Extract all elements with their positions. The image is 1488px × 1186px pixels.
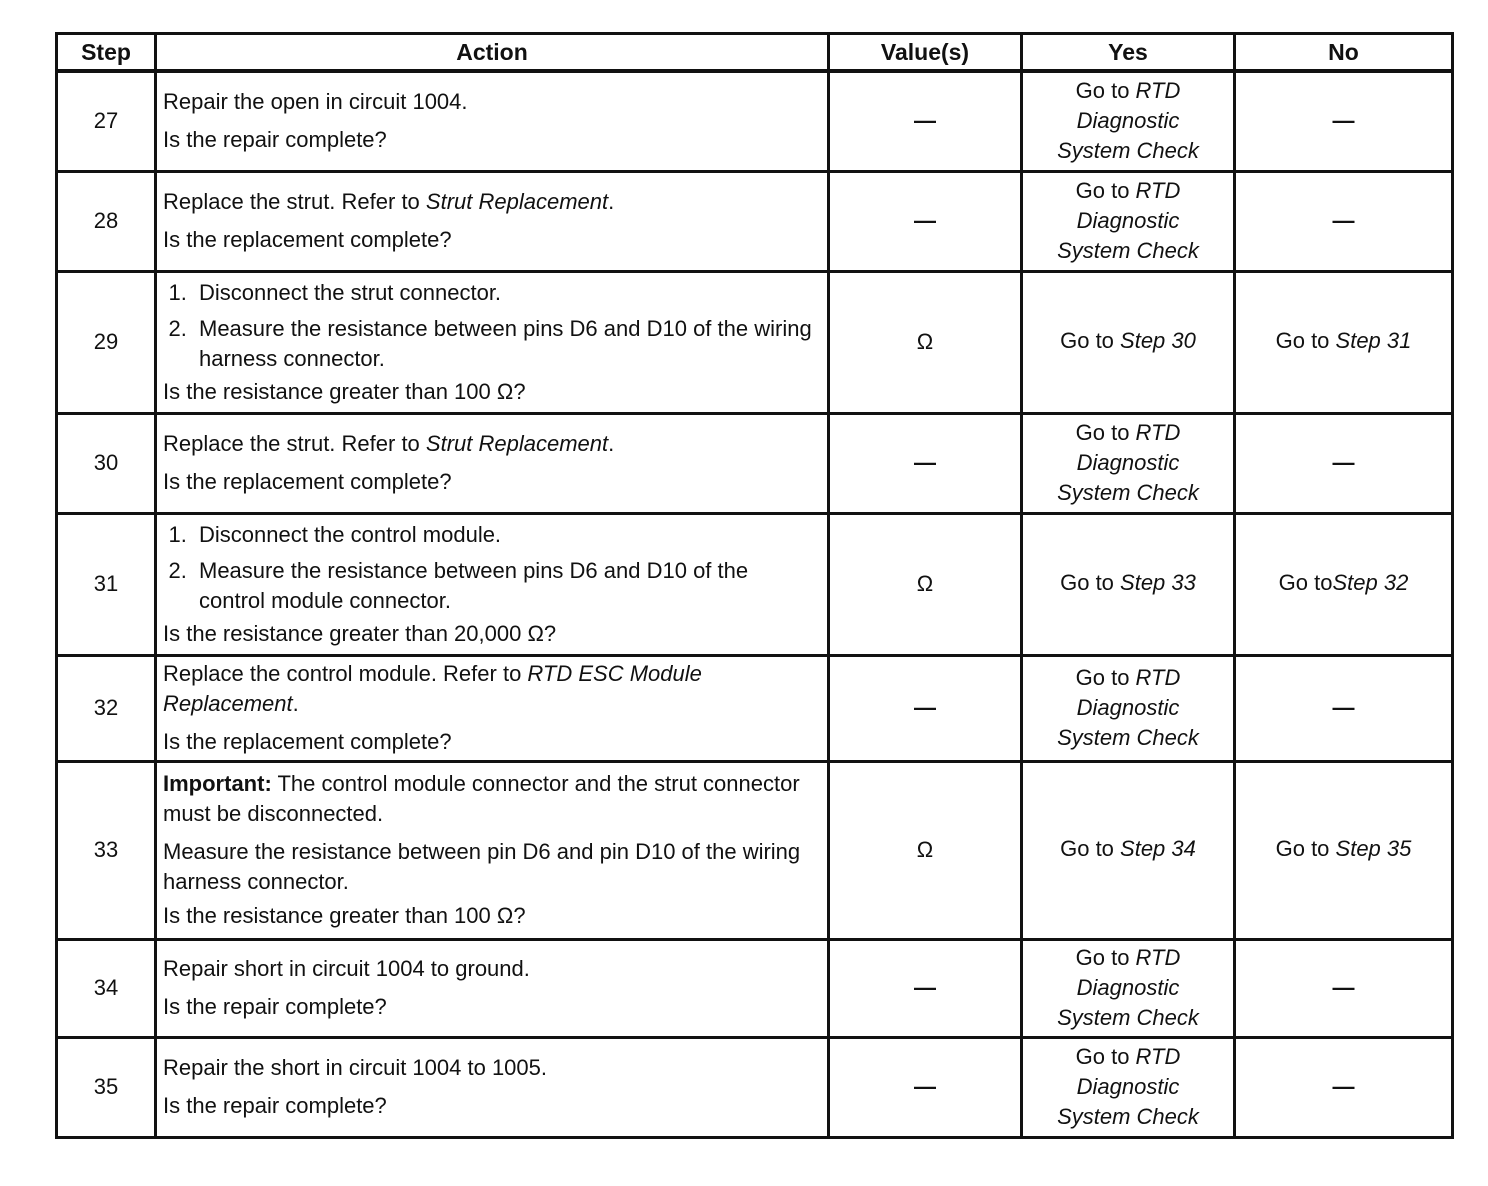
header-action: Action <box>156 34 829 72</box>
rtd-link[interactable]: System Check <box>1057 138 1199 164</box>
rtd-link[interactable]: RTD <box>1135 420 1181 445</box>
diagnostic-table <box>55 32 1454 1139</box>
no-cell <box>1235 513 1453 655</box>
rtd-link[interactable]: Diagnostic <box>1076 208 1180 233</box>
action-question: Is the repair complete? <box>163 1093 387 1118</box>
value-cell <box>829 171 1022 271</box>
action-text: Measure the resistance between pin D6 and pin D10 of the wiring harness connector. <box>163 839 801 894</box>
action-cell <box>156 761 829 939</box>
goto-text: Go to <box>1278 570 1333 595</box>
yes-cell <box>1022 939 1235 1037</box>
value-cell <box>829 939 1022 1037</box>
step-number: 33 <box>57 761 156 939</box>
rtd-link[interactable]: RTD <box>1135 1044 1181 1069</box>
rtd-link[interactable]: System Check <box>1057 725 1199 750</box>
step-number: 31 <box>57 513 156 655</box>
module-replacement-link[interactable]: RTD ESC Module Replacement <box>163 661 702 716</box>
yes-cell <box>1022 71 1235 171</box>
step-number: 29 <box>57 271 156 413</box>
no-dash: — <box>1332 208 1355 233</box>
action-text: Repair the short in circuit 1004 to 1005. <box>163 1055 548 1080</box>
goto-text: Go to <box>1275 836 1336 861</box>
procedure-list <box>163 520 819 616</box>
value-dash: — <box>914 450 936 475</box>
table-row <box>57 71 1453 171</box>
table-row <box>57 513 1453 655</box>
step-number: 32 <box>57 655 156 761</box>
goto-text: Go to <box>1075 78 1136 104</box>
action-text: Replace the strut. Refer to <box>163 431 426 456</box>
no-cell <box>1235 939 1453 1037</box>
no-cell <box>1235 271 1453 413</box>
procedure-item: 1. Disconnect the control module. <box>193 520 819 550</box>
no-cell <box>1235 1037 1453 1137</box>
no-cell <box>1235 761 1453 939</box>
rtd-link[interactable]: RTD <box>1135 945 1181 970</box>
goto-text: Go to <box>1275 328 1336 353</box>
procedure-item: 2. Measure the resistance between pins D6 and D10 of the wiring harness connector. <box>193 314 819 374</box>
action-cell <box>156 71 829 171</box>
value-cell <box>829 1037 1022 1137</box>
rtd-link[interactable]: RTD <box>1135 78 1181 104</box>
rtd-link[interactable]: System Check <box>1057 1005 1199 1030</box>
procedure-item: 2. Measure the resistance between pins D6 and D10 of the control module connector. <box>193 556 819 616</box>
action-cell <box>156 271 829 413</box>
value-cell <box>829 271 1022 413</box>
action-text: Repair short in circuit 1004 to ground. <box>163 956 530 981</box>
header-yes: Yes <box>1022 34 1235 72</box>
rtd-link[interactable]: RTD <box>1135 178 1181 203</box>
action-cell <box>156 171 829 271</box>
goto-text: Go to <box>1060 570 1121 595</box>
yes-cell <box>1022 1037 1235 1137</box>
yes-cell <box>1022 655 1235 761</box>
table-row <box>57 171 1453 271</box>
header-step: Step <box>57 34 156 72</box>
step-number: 34 <box>57 939 156 1037</box>
goto-text: Go to <box>1060 328 1121 353</box>
step-link[interactable]: Step 31 <box>1335 328 1412 353</box>
procedure-list <box>163 278 819 374</box>
action-cell <box>156 939 829 1037</box>
table-row <box>57 413 1453 513</box>
yes-cell <box>1022 761 1235 939</box>
rtd-link[interactable]: System Check <box>1057 1104 1199 1129</box>
table-row <box>57 271 1453 413</box>
table-row <box>57 939 1453 1037</box>
yes-cell <box>1022 171 1235 271</box>
important-note <box>163 769 819 829</box>
action-question: Is the repair complete? <box>163 127 387 153</box>
no-cell <box>1235 71 1453 171</box>
no-cell <box>1235 655 1453 761</box>
action-question: Is the resistance greater than 20,000 Ω? <box>163 620 557 646</box>
no-dash: — <box>1332 1074 1355 1099</box>
rtd-link[interactable]: System Check <box>1057 238 1199 263</box>
step-number: 27 <box>57 71 156 171</box>
ohm-symbol: Ω <box>916 329 934 354</box>
rtd-link[interactable]: RTD <box>1135 665 1181 690</box>
no-dash: — <box>1332 695 1355 720</box>
yes-cell <box>1022 271 1235 413</box>
goto-text: Go to <box>1075 665 1136 690</box>
goto-text: Go to <box>1060 836 1121 861</box>
action-cell <box>156 655 829 761</box>
ohm-symbol: Ω <box>916 837 934 862</box>
value-cell <box>829 71 1022 171</box>
rtd-link[interactable]: Diagnostic <box>1076 1074 1180 1099</box>
step-number: 30 <box>57 413 156 513</box>
value-cell <box>829 513 1022 655</box>
value-dash: — <box>914 975 936 1000</box>
action-question: Is the replacement complete? <box>163 729 452 754</box>
rtd-link[interactable]: System Check <box>1057 480 1199 505</box>
goto-text: Go to <box>1075 945 1136 970</box>
value-dash: — <box>914 1074 936 1099</box>
strut-replacement-link[interactable]: Strut Replacement <box>425 431 609 456</box>
goto-text: Go to <box>1075 178 1136 203</box>
procedure-item: 1. Disconnect the strut connector. <box>193 278 819 308</box>
action-question: Is the resistance greater than 100 Ω? <box>163 378 526 404</box>
yes-cell <box>1022 513 1235 655</box>
action-question: Is the resistance greater than 100 Ω? <box>163 903 526 928</box>
action-period: . <box>292 691 299 716</box>
no-dash: — <box>1332 975 1355 1000</box>
header-no: No <box>1235 34 1453 72</box>
important-text: The control module connector and the strut connector must be disconnected. <box>163 771 800 826</box>
no-dash: — <box>1332 450 1355 475</box>
value-dash: — <box>914 108 936 134</box>
step-link[interactable]: Step 33 <box>1120 570 1196 595</box>
step-number: 28 <box>57 171 156 271</box>
table-row <box>57 761 1453 939</box>
strut-replacement-link[interactable]: Strut Replacement <box>425 189 609 214</box>
important-label: Important: <box>163 771 272 796</box>
action-text: Replace the strut. Refer to <box>163 189 426 214</box>
rtd-link[interactable]: Diagnostic <box>1076 450 1180 475</box>
action-question: Is the replacement complete? <box>163 227 452 252</box>
action-period: . <box>608 189 615 214</box>
step-link[interactable]: Step 35 <box>1335 836 1412 861</box>
action-period: . <box>608 431 615 456</box>
step-link[interactable]: Step 30 <box>1120 328 1196 353</box>
action-question: Is the repair complete? <box>163 994 387 1019</box>
no-dash: — <box>1332 108 1355 134</box>
ohm-symbol: Ω <box>916 571 934 596</box>
table-row <box>57 655 1453 761</box>
value-cell <box>829 413 1022 513</box>
rtd-link[interactable]: Diagnostic <box>1076 695 1180 720</box>
table-row <box>57 1037 1453 1137</box>
value-dash: — <box>914 695 936 720</box>
table-header-row <box>57 34 1453 72</box>
yes-cell <box>1022 413 1235 513</box>
header-values: Value(s) <box>829 34 1022 72</box>
step-number: 35 <box>57 1037 156 1137</box>
value-cell <box>829 655 1022 761</box>
value-dash: — <box>914 208 936 233</box>
rtd-link[interactable]: Diagnostic <box>1076 108 1180 134</box>
action-cell <box>156 513 829 655</box>
goto-text: Go to <box>1075 420 1136 445</box>
action-text: Repair the open in circuit 1004. <box>163 89 468 115</box>
action-question: Is the replacement complete? <box>163 469 452 494</box>
step-link[interactable]: Step 34 <box>1120 836 1196 861</box>
action-cell <box>156 413 829 513</box>
no-cell <box>1235 171 1453 271</box>
goto-text: Go to <box>1075 1044 1136 1069</box>
step-link[interactable]: Step 32 <box>1332 570 1409 595</box>
rtd-link[interactable]: Diagnostic <box>1076 975 1180 1000</box>
value-cell <box>829 761 1022 939</box>
action-text: Replace the control module. Refer to <box>163 661 528 686</box>
no-cell <box>1235 413 1453 513</box>
action-cell <box>156 1037 829 1137</box>
